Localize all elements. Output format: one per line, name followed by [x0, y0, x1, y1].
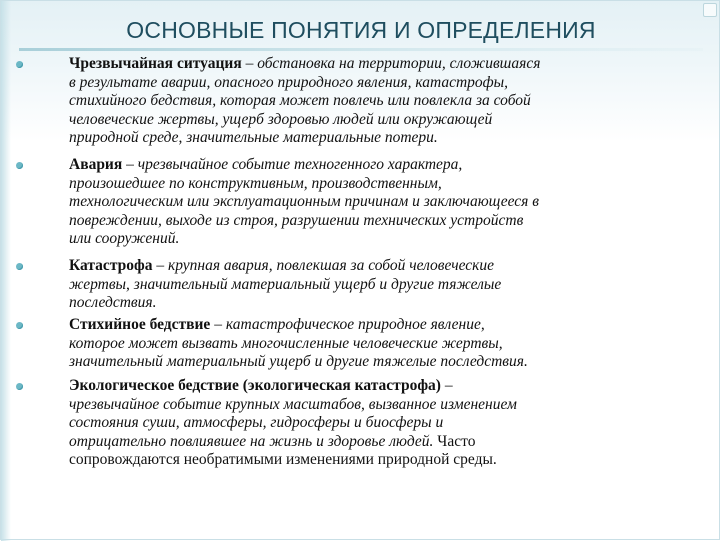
slide-title: ОСНОВНЫЕ ПОНЯТИЯ И ОПРЕДЕЛЕНИЯ — [126, 17, 596, 43]
bullet-icon — [16, 322, 23, 329]
definition-line — [69, 451, 497, 470]
definition-text: человеческие жертвы, ущерб здоровью людей или окружающей — [69, 110, 493, 128]
definition-line — [69, 396, 517, 415]
definition-text: последствия. — [69, 294, 157, 312]
definition-term: Стихийное бедствие — [69, 316, 211, 333]
definition-item — [1, 316, 720, 372]
definition-text: в результате аварии, опасного природного явления, катастрофы, — [69, 73, 509, 91]
definition-line — [69, 175, 442, 194]
definition-text: состояния суши, атмосферы, гидросферы и биосферы и — [69, 414, 444, 432]
definition-text: сопровождаются необратимыми изменениями природной среды. — [69, 451, 497, 469]
definition-text: – — [440, 377, 453, 394]
definition-line — [69, 129, 438, 148]
definition-line — [69, 230, 179, 249]
definition-item — [1, 55, 720, 148]
definition-term: Катастрофа — [69, 257, 153, 274]
definition-item — [1, 377, 720, 470]
definition-line — [69, 294, 157, 313]
definition-line — [69, 377, 453, 396]
definition-item — [1, 257, 720, 313]
definition-line — [69, 276, 501, 295]
definition-line — [69, 92, 531, 111]
definition-line — [69, 335, 503, 354]
corner-decoration — [703, 3, 717, 17]
definition-text: – катастрофическое природное явление, — [210, 316, 485, 333]
definition-text: – обстановка на территории, сложившаяся — [241, 55, 541, 72]
definition-line — [69, 193, 539, 212]
definition-line — [69, 74, 508, 93]
definition-term: Чрезвычайная ситуация — [69, 55, 242, 72]
definition-text: технологическим или эксплуатационным причинам и заключающееся в — [69, 193, 539, 211]
definition-text: или сооружений. — [69, 230, 180, 248]
definition-line — [69, 257, 494, 276]
definition-line — [69, 353, 528, 372]
definition-text: жертвы, значительный материальный ущерб и другие тяжелые — [69, 275, 502, 293]
definition-line — [69, 111, 492, 130]
definition-term: Авария — [69, 156, 123, 173]
definition-line — [69, 55, 540, 74]
definition-text: которое может вызвать многочисленные человеческие жертвы, — [69, 334, 503, 352]
bullet-icon — [16, 383, 23, 390]
definition-text: значительный материальный ущерб и другие тяжелые последствия. — [69, 353, 528, 371]
definition-text: отрицательно повлиявшее на жизнь и здоровье людей. — [69, 432, 434, 450]
definition-text: чрезвычайное событие крупных масштабов, вызванное изменением — [69, 395, 517, 413]
bullet-icon — [16, 61, 23, 68]
definition-text: стихийного бедствия, которая может повлечь или повлекла за собой — [69, 92, 531, 110]
definition-line — [69, 433, 475, 452]
title-underline — [19, 48, 703, 51]
definition-text: Часто — [433, 432, 476, 450]
definition-term: Экологическое бедствие (экологическая катастрофа) — [69, 377, 441, 394]
definition-item — [1, 156, 720, 249]
bullet-icon — [16, 162, 23, 169]
definition-line — [69, 212, 523, 231]
definition-text: – крупная авария, повлекшая за собой человеческие — [152, 257, 495, 274]
definition-text: природной среде, значительные материальные потери. — [69, 129, 438, 147]
definition-text: произошедшее по конструктивным, производственным, — [69, 174, 442, 192]
definition-line — [69, 156, 462, 175]
definition-line — [69, 414, 443, 433]
definition-line — [69, 316, 485, 335]
definition-text: повреждении, выходе из строя, разрушении технических устройств — [69, 211, 524, 229]
definition-text: – чрезвычайное событие техногенного характера, — [122, 156, 463, 173]
bullet-icon — [16, 263, 23, 270]
